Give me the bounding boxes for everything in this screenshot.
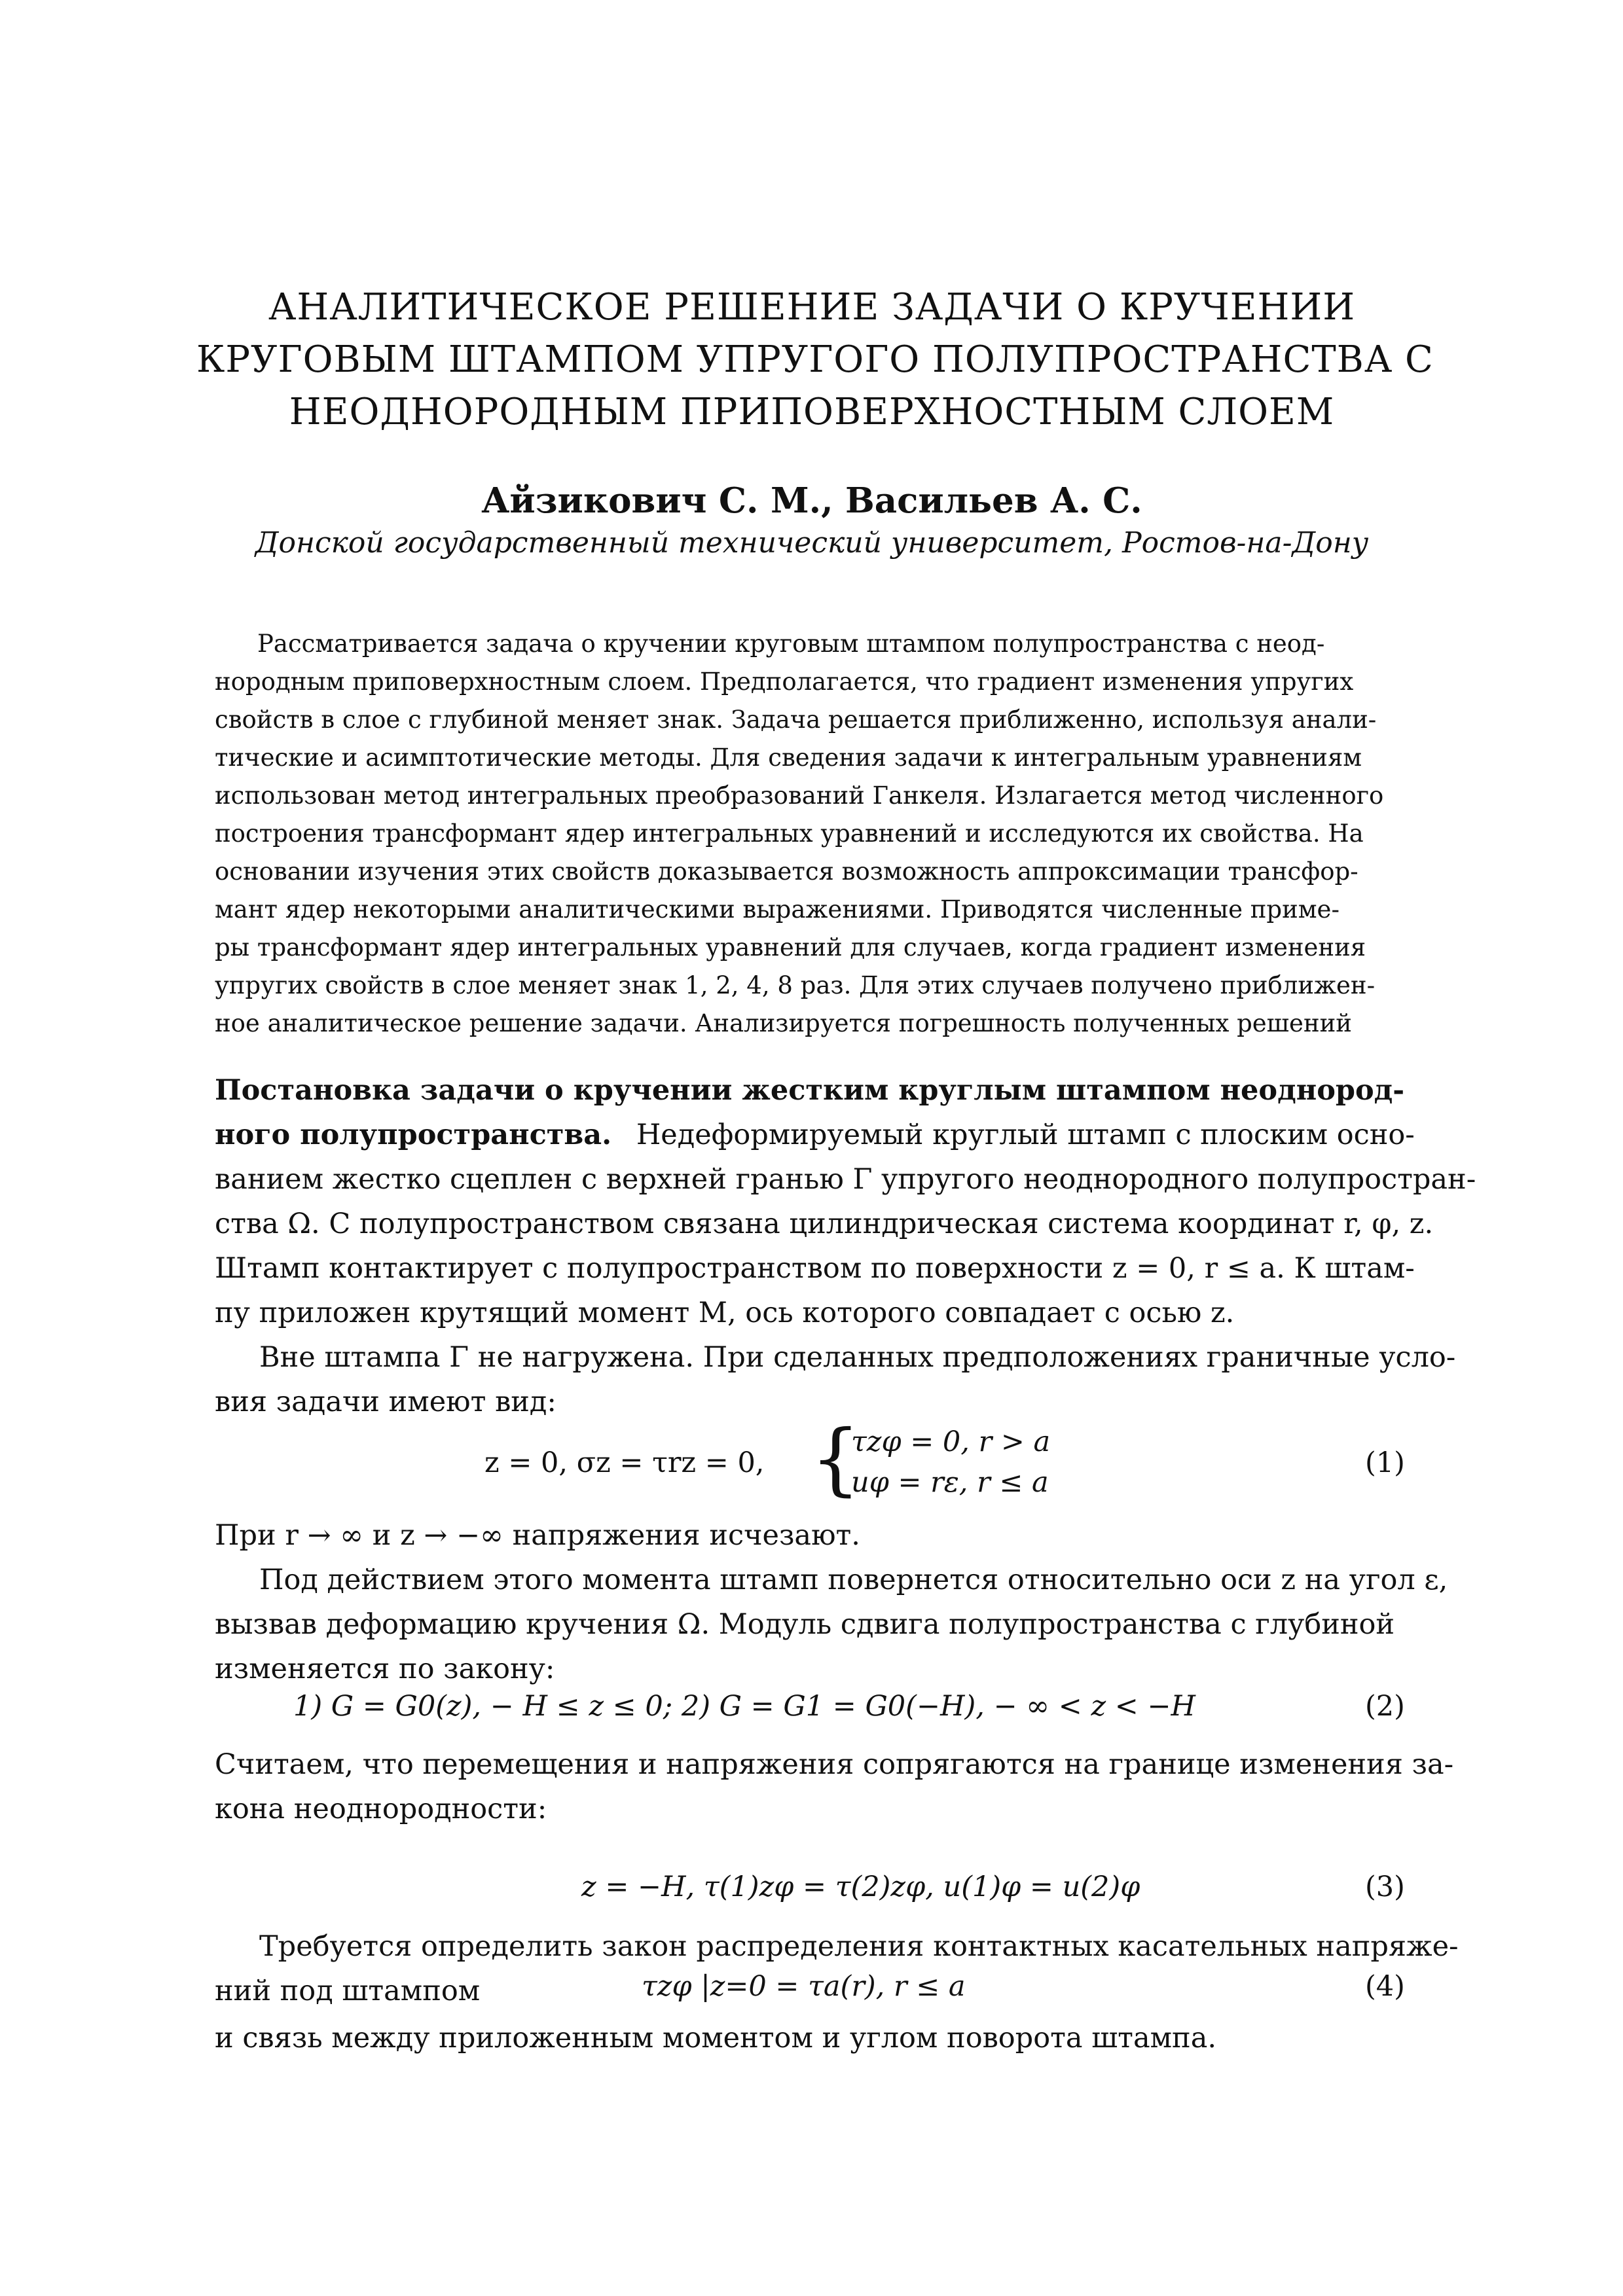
section-heading: Постановка задачи о кручении жестким круглым штампом неоднород-: [215, 1074, 1405, 1107]
abstract-line: мант ядер некоторыми аналитическими выражениями. Приводятся численные приме-: [215, 895, 1340, 924]
equation-2: 1) G = G0(z), − H ≤ z ≤ 0; 2) G = G1 = G0(−H), − ∞ < z < −H: [293, 1690, 1196, 1723]
abstract-line: построения трансформант ядер интегральных уравнений и исследуются их свойства. На: [215, 819, 1364, 848]
equation-1-number: (1): [1365, 1446, 1405, 1479]
brace-symbol: {: [811, 1414, 861, 1505]
abstract-line: использован метод интегральных преобразований Ганкеля. Излагается метод численного: [215, 781, 1384, 810]
equation-4: τzφ |z=0 = τa(r), r ≤ a: [642, 1970, 966, 2003]
abstract-line: свойств в слое с глубиной меняет знак. Задача решается приближенно, используя анали-: [215, 706, 1377, 734]
paragraph-line: ний под штампом: [215, 1975, 481, 2007]
affiliation: Донской государственный технический университет, Ростов-на-Дону: [255, 526, 1369, 560]
section-body: [215, 1068, 1476, 1424]
section-heading-end: ного полупространства.: [215, 1119, 612, 1151]
paragraph-line: изменяется по закону:: [215, 1653, 555, 1685]
section-body-2: [215, 1513, 1448, 1691]
paragraph-text: Недеформируемый круглый штамп с плоским осно-: [636, 1119, 1415, 1151]
equation-2-number: (2): [1365, 1690, 1405, 1723]
paper-title: [196, 281, 1434, 439]
paragraph-line: Вне штампа Γ не нагружена. При сделанных предположениях граничные усло-: [259, 1341, 1456, 1374]
title-line-1: АНАЛИТИЧЕСКОЕ РЕШЕНИЕ ЗАДАЧИ О КРУЧЕНИИ: [268, 286, 1356, 329]
abstract-line: ное аналитическое решение задачи. Анализируется погрешность полученных решений: [215, 1009, 1352, 1037]
equation-3-number: (3): [1365, 1871, 1405, 1903]
paragraph-line: вызвав деформацию кручения Ω. Модуль сдвига полупространства с глубиной: [215, 1608, 1395, 1641]
title-line-3: НЕОДНОРОДНЫМ ПРИПОВЕРХНОСТНЫМ СЛОЕМ: [289, 391, 1335, 433]
paragraph-line: ванием жестко сцеплен с верхней гранью Γ упругого неоднородного полупростран-: [215, 1163, 1476, 1196]
equation-1-case-1: τzφ = 0, r > a: [851, 1426, 1051, 1458]
abstract-line: Рассматривается задача о кручении круговым штампом полупространства с неод-: [257, 630, 1325, 658]
authors: Айзикович С. М., Васильев А. С.: [481, 480, 1142, 521]
paragraph-line: Считаем, что перемещения и напряжения сопрягаются на границе изменения за-: [215, 1748, 1454, 1781]
abstract-line: тические и асимптотические методы. Для сведения задачи к интегральным уравнениям: [215, 744, 1362, 772]
equation-1-left: z = 0, σz = τrz = 0,: [484, 1446, 765, 1479]
paragraph-line: ства Ω. С полупространством связана цилиндрическая система координат r, φ, z.: [215, 1208, 1434, 1240]
abstract-line: основании изучения этих свойств доказывается возможность аппроксимации трансфор-: [215, 857, 1359, 886]
abstract-line: нородным приповерхностным слоем. Предполагается, что градиент изменения упругих: [215, 668, 1354, 696]
paragraph-line: Требуется определить закон распределения контактных касательных напряже-: [259, 1930, 1459, 1963]
paragraph-line: Под действием этого момента штамп повернется относительно оси z на угол ε,: [259, 1564, 1448, 1596]
abstract-line: упругих свойств в слое меняет знак 1, 2, 4, 8 раз. Для этих случаев получено приближен-: [215, 971, 1376, 999]
equation-3: z = −H, τ(1)zφ = τ(2)zφ, u(1)φ = u(2)φ: [581, 1871, 1140, 1903]
abstract: [215, 625, 1410, 1043]
section-body-5: [215, 2016, 1410, 2060]
paragraph-line: пу приложен крутящий момент M, ось которого совпадает с осью z.: [215, 1297, 1235, 1329]
paragraph-line: При r → ∞ и z → −∞ напряжения исчезают.: [215, 1519, 860, 1552]
equation-1-case-2: uφ = rε, r ≤ a: [851, 1466, 1049, 1499]
paragraph-line: и связь между приложенным моментом и углом поворота штампа.: [215, 2022, 1217, 2054]
paragraph-line: кона неоднородности:: [215, 1793, 547, 1825]
title-line-2: КРУГОВЫМ ШТАМПОМ УПРУГОГО ПОЛУПРОСТРАНСТВА С: [196, 338, 1434, 381]
paragraph-line: вия задачи имеют вид:: [215, 1386, 556, 1418]
paragraph-line: Штамп контактирует с полупространством по поверхности z = 0, r ≤ a. К штам-: [215, 1252, 1415, 1285]
section-body-3: [215, 1742, 1454, 1831]
abstract-line: ры трансформант ядер интегральных уравнений для случаев, когда градиент изменения: [215, 933, 1366, 961]
equation-4-number: (4): [1365, 1970, 1405, 2003]
